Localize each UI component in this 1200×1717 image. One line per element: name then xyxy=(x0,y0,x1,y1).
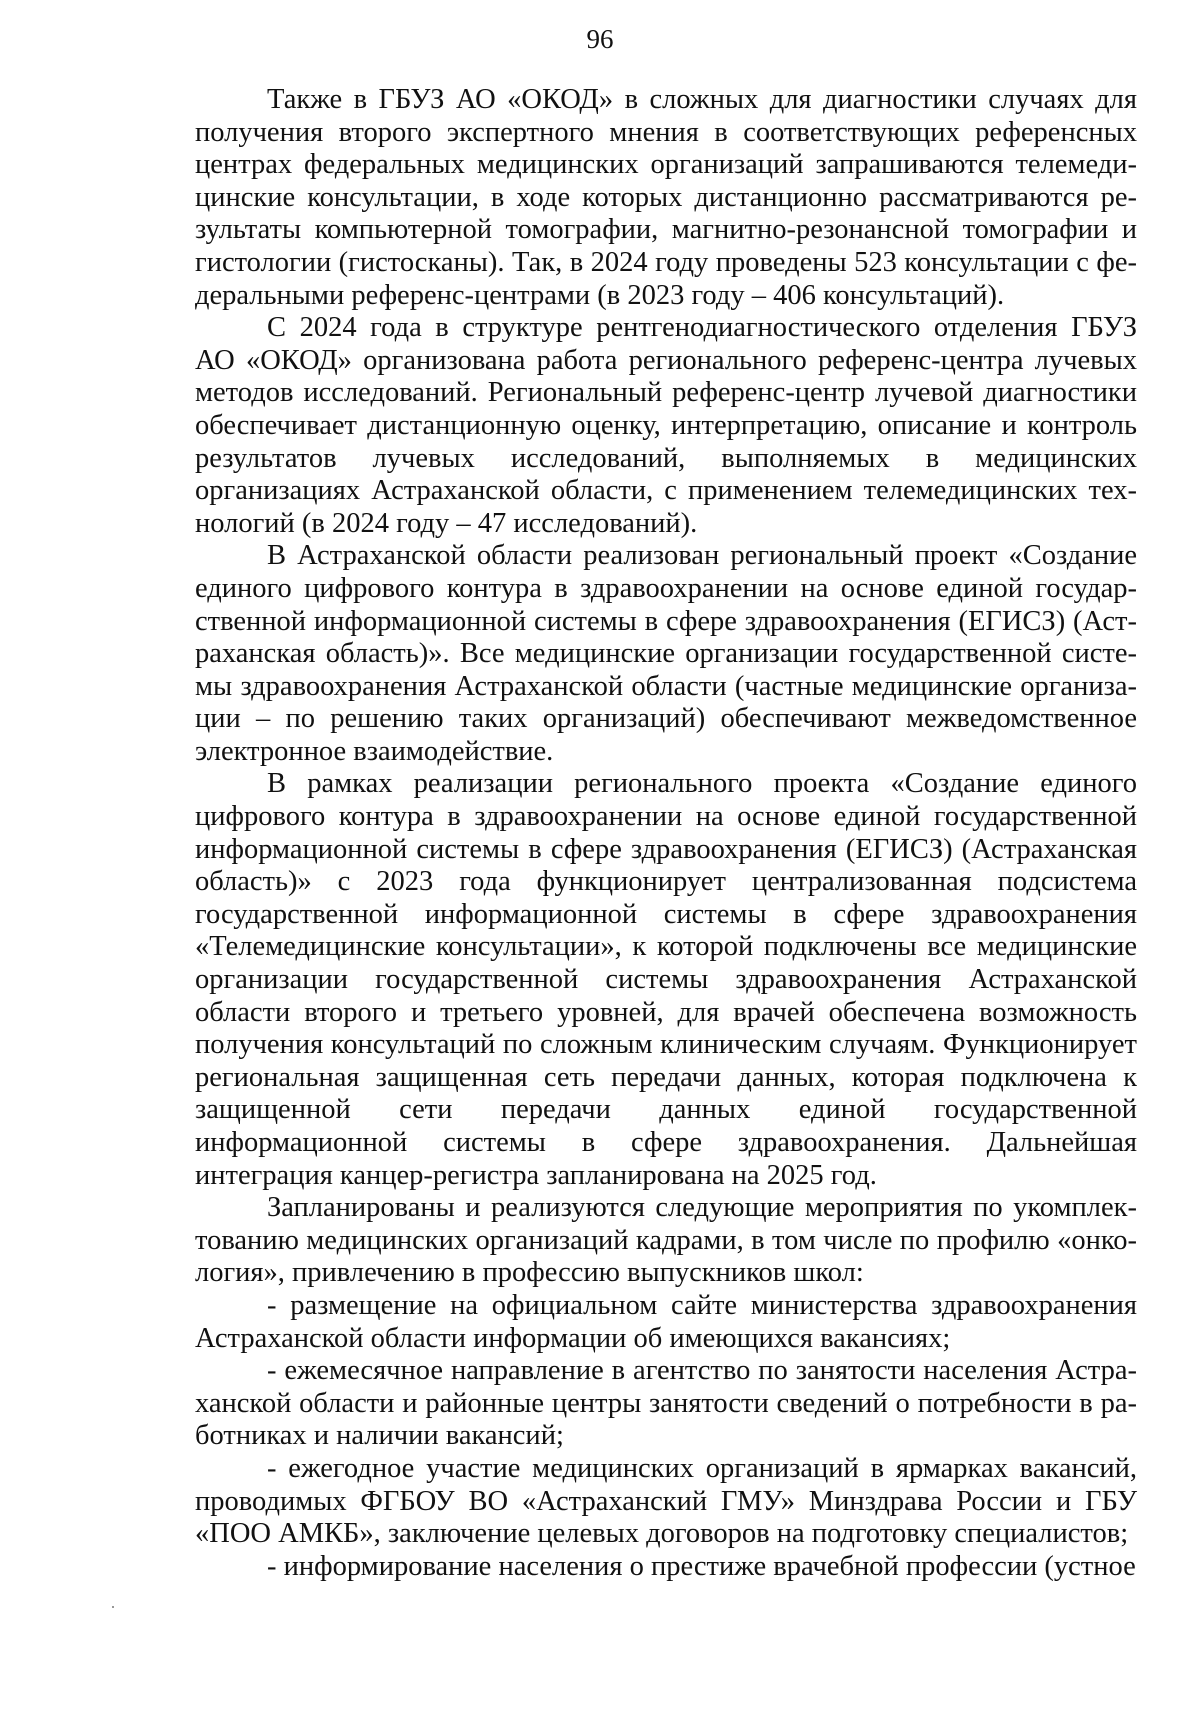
paragraph-egisz-subsystem: В рамках реализации регионального проекта «Создание единого цифрового контура в здравоохранении на основе единой государственной информационной системы в сфере здравоохранения (ЕГИСЗ) (Астраханская область)» с 2023 года функционирует централизованная подсистема государственной информационной системы в сфере здравоохранения «Телемедицинские консультации», к которой подключены все медицинские организации государственной системы здравоохранения Астраханской области второго и третьего уровней, для врачей обеспечена возможность получения консультаций по сложным клиническим случаям. Функционирует региональная защищенная сеть передачи данных, которая подключена к защищенной сети передачи данных единой государственной информационной системы в сфере здравоохранения. Дальнейшая интеграция канцер-регистра запланирована на 2025 год. xyxy=(195,768,1137,1191)
list-item-vacancies-website: - размещение на официальном сайте министерства здравоохранения Астраханской области информации об имеющихся вакансиях; xyxy=(195,1289,1137,1354)
body-text xyxy=(195,84,1137,1583)
list-item-employment-agency: - ежемесячное направление в агентство по занятости населения Астраханской области и районные центры занятости сведений о потребности в работниках и наличии вакансий; xyxy=(195,1355,1137,1452)
paragraph-regional-project: В Астраханской области реализован региональный проект «Создание единого цифрового контура в здравоохранении на основе единой государственной информационной системы в сфере здравоохранения (ЕГИСЗ) (Астраханская область)». Все медицинские организации государственной системы здравоохранения Астраханской области (частные медицинские организации – по решению таких организаций) обеспечивают межведомственное электронное взаимодействие. xyxy=(195,540,1137,767)
paragraph-staffing-measures: Запланированы и реализуются следующие мероприятия по укомплектованию медицинских организаций кадрами, в том числе по профилю «онкология», привлечению в профессию выпускников школ: xyxy=(195,1192,1137,1289)
scan-speck xyxy=(112,1606,114,1608)
list-item-profession-prestige: - информирование населения о престиже врачебной профессии (устное xyxy=(267,1550,1136,1582)
paragraph-reference-center: С 2024 года в структуре рентгенодиагностического отделения ГБУЗ АО «ОКОД» организована работа регионального референс-центра лучевых методов исследований. Региональный референс-центр лучевой диагностики обеспечивает дистанционную оценку, интерпретацию, описание и контроль результатов лучевых исследований, выполняемых в медицинских организациях Астраханской области, с применением телемедицинских технологий (в 2024 году – 47 исследований). xyxy=(195,312,1137,539)
page-number: 96 xyxy=(586,24,614,54)
list-item-job-fairs: - ежегодное участие медицинских организаций в ярмарках вакансий, проводимых ФГБОУ ВО «Астраханский ГМУ» Минздрава России и ГБУ «ПОО АМКБ», заключение целевых договоров на подготовку специалистов; xyxy=(195,1452,1137,1550)
paragraph-telemedicine-consultations: Также в ГБУЗ АО «ОКОД» в сложных для диагностики случаях для получения второго экспертного мнения в соответствующих референсных центрах федеральных медицинских организаций запрашиваются телемедицинские консультации, в ходе которых дистанционно рассматриваются результаты компьютерной томографии, магнитно-резонансной томографии и гистологии (гистосканы). Так, в 2024 году проведены 523 консультации с федеральными референс-центрами (в 2023 году – 406 консультаций). xyxy=(195,84,1137,311)
